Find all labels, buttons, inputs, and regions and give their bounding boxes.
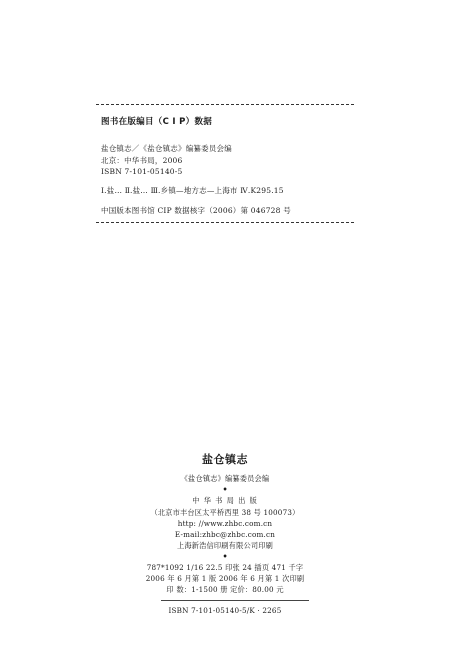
book-title: 盐仓镇志: [202, 453, 248, 466]
print-run-value: 数：1-1500 册 定价：80.00 元: [176, 585, 284, 594]
publisher-address: （北京市丰台区太平桥西里 38 号 100073）: [150, 508, 300, 517]
cip-entry-subjects: Ⅰ.盐… Ⅱ.盐… Ⅲ.乡镇—地方志—上海市 Ⅳ.K295.15: [101, 186, 284, 195]
print-run-line: [0, 585, 450, 595]
isbn-code: ISBN 7-101-05140-5/K · 2265: [168, 606, 282, 615]
cip-top-divider: [96, 104, 354, 105]
cip-entry-isbn: ISBN 7-101-05140-5: [101, 167, 183, 176]
publisher-email: E-mail:zhbc@zhbc.com.cn: [174, 530, 276, 539]
cip-entry-title: 盐仓镇志／《盐仓镇志》编纂委员会编: [101, 144, 232, 153]
print-run-label: 印: [166, 585, 177, 594]
cip-entry-publication: 北京：中华书局，2006: [101, 156, 183, 165]
printer-line: 上海新浩信印刷有限公司印刷: [176, 541, 274, 550]
compiler-line: 《盐仓镇志》编纂委员会编: [180, 474, 270, 483]
colophon-bottom-rule: [161, 600, 309, 601]
publisher-line: 中 华 书 局 出 版: [192, 496, 258, 505]
cip-entry-record-number: 中国版本图书馆 CIP 数据核字（2006）第 046728 号: [101, 206, 291, 215]
separator-dot: •: [222, 484, 228, 494]
publisher-url: http: //www.zhbc.com.cn: [177, 519, 273, 528]
cip-heading: 图书在版编目（C I P）数据: [101, 117, 213, 127]
book-specs: 787*1092 1/16 22.5 印张 24 插页 471 千字: [146, 563, 304, 572]
edition-line: 2006 年 6 月第 1 版 2006 年 6 月第 1 次印刷: [145, 574, 305, 583]
separator-dot: •: [222, 551, 228, 561]
cip-bottom-divider: [96, 222, 354, 223]
